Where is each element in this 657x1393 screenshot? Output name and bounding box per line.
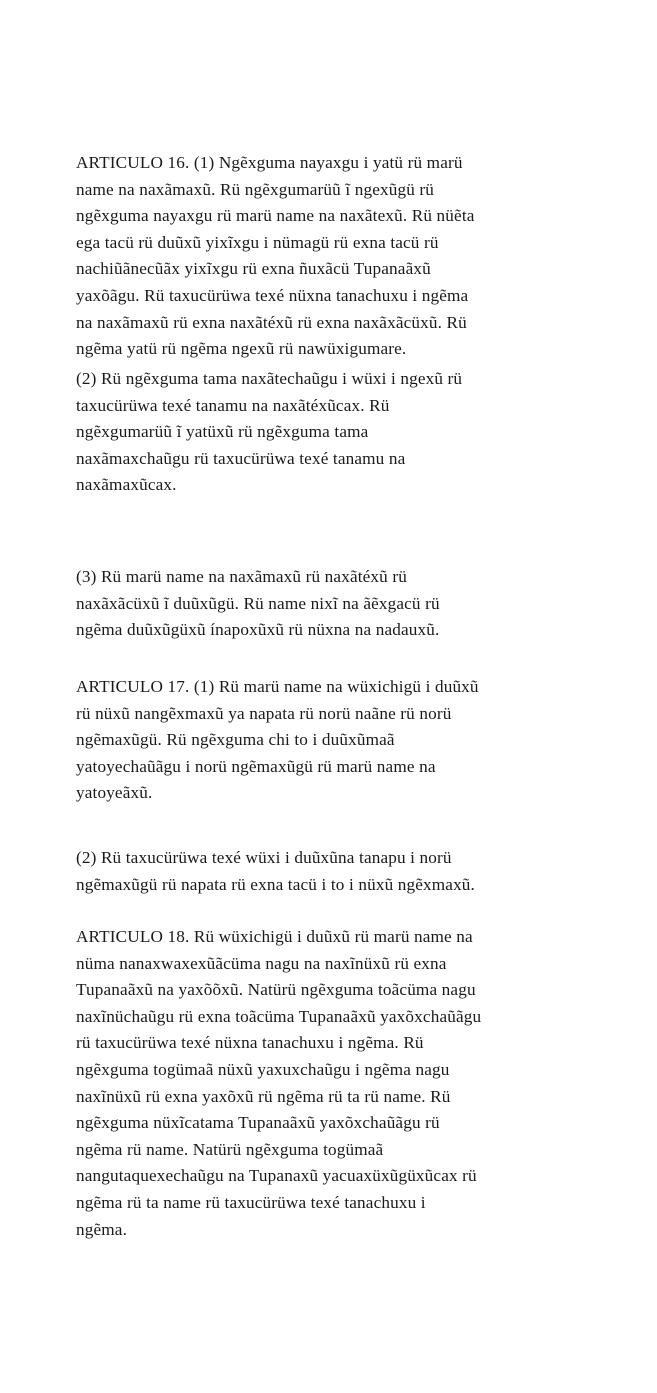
text-line: naxãxãcüxũ ĩ duũxũgü. Rü name nixĩ na ãẽxgacü rü <box>76 593 440 613</box>
text-line: ngẽxguma togümaã nüxũ yaxuxchaũgu i ngẽma nagu <box>76 1059 450 1079</box>
text-line: ngẽxgumarüũ ĩ yatüxũ rü ngẽxguma tama <box>76 422 369 442</box>
text-line: (2) Rü ngẽxguma tama naxãtechaũgu i wüxi i ngexũ rü <box>76 369 463 388</box>
text-line: nachiũãnecũãx yixĩxgu rü exna ñuxãcü Tupanaãxũ <box>76 259 431 279</box>
text-line: nangutaquexechaũgu na Tupanaxũ yacuaxüxũgüxũcax rü <box>76 1166 477 1186</box>
text-line: ARTICULO 17. (1) Rü marü name na wüxichigü i duũxũ <box>76 677 479 696</box>
text-line: naxĩnüchaũgu rü exna toãcüma Tupanaãxũ yaxõxchaũãgu <box>76 1006 482 1026</box>
text-line: ngẽxguma nüxĩcatama Tupanaãxũ yaxõxchaũãgu rü <box>76 1113 440 1133</box>
text-line: nüma nanaxwaxexũãcüma nagu na naxĩnüxũ rü exna <box>76 953 447 973</box>
text-line: ngẽxguma nayaxgu rü marü name na naxãtexũ. Rü nüẽta <box>76 206 475 226</box>
text-line: name na naxãmaxũ. Rü ngẽxgumarüũ ĩ ngexũgü rü <box>76 179 435 199</box>
text-line: taxucürüwa texé tanamu na naxãtéxũcax. Rü <box>76 395 390 415</box>
article-18-paragraph <box>76 924 596 1243</box>
text-line: (3) Rü marü name na naxãmaxũ rü naxãtéxũ rü <box>76 567 407 586</box>
text-line: ngẽmaxũgü. Rü ngẽxguma chi to i duũxũmaã <box>76 730 395 750</box>
text-line: naxãmaxchaũgu rü taxucürüwa texé tanamu na <box>76 448 406 468</box>
text-line: rü taxucürüwa texé nüxna tanachuxu i ngẽma. Rü <box>76 1033 424 1053</box>
text-line: ngẽmaxũgü rü napata rü exna tacü i to i nüxũ ngẽxmaxũ. <box>76 874 475 894</box>
article-17-paragraph-2 <box>76 845 596 898</box>
article-17-paragraph-1 <box>76 674 596 807</box>
text-line: ngẽma duũxũgüxũ ínapoxũxũ rü nüxna na nadauxũ. <box>76 620 440 640</box>
article-16-paragraph-1 <box>76 150 596 363</box>
article-16-paragraph-2 <box>76 366 596 499</box>
text-line: yatoyechaũãgu i norü ngẽmaxũgü rü marü name na <box>76 756 436 776</box>
text-line: ngẽma yatü rü ngẽma ngexũ rü nawüxigumare. <box>76 339 407 359</box>
text-line: Tupanaãxũ na yaxõõxũ. Natürü ngẽxguma toãcüma nagu <box>76 980 476 1000</box>
text-line: naxĩnüxũ rü exna yaxõxũ rü ngẽma rü ta rü name. Rü <box>76 1086 451 1106</box>
text-line: (2) Rü taxucürüwa texé wüxi i duũxũna tanapu i norü <box>76 848 452 867</box>
text-line: rü nüxũ nangẽxmaxũ ya napata rü norü naãne rü norü <box>76 703 452 723</box>
text-line: yaxõãgu. Rü taxucürüwa texé nüxna tanachuxu i ngẽma <box>76 285 469 305</box>
article-16-paragraph-3 <box>76 564 596 644</box>
text-line: ega tacü rü duũxũ yixĩxgu i nümagü rü exna tacü rü <box>76 232 439 252</box>
text-line: na naxãmaxũ rü exna naxãtéxũ rü exna naxãxãcüxũ. Rü <box>76 312 467 332</box>
text-line: ARTICULO 18. Rü wüxichigü i duũxũ rü marü name na <box>76 927 473 946</box>
text-line: ngẽma rü ta name rü taxucürüwa texé tanachuxu i <box>76 1192 426 1212</box>
text-line: ARTICULO 16. (1) Ngẽxguma nayaxgu i yatü rü marü <box>76 153 463 172</box>
text-line: yatoyeãxũ. <box>76 783 153 803</box>
text-line: naxãmaxũcax. <box>76 475 177 495</box>
text-line: ngẽma. <box>76 1219 128 1239</box>
text-line: ngẽma rü name. Natürü ngẽxguma togümaã <box>76 1139 384 1159</box>
